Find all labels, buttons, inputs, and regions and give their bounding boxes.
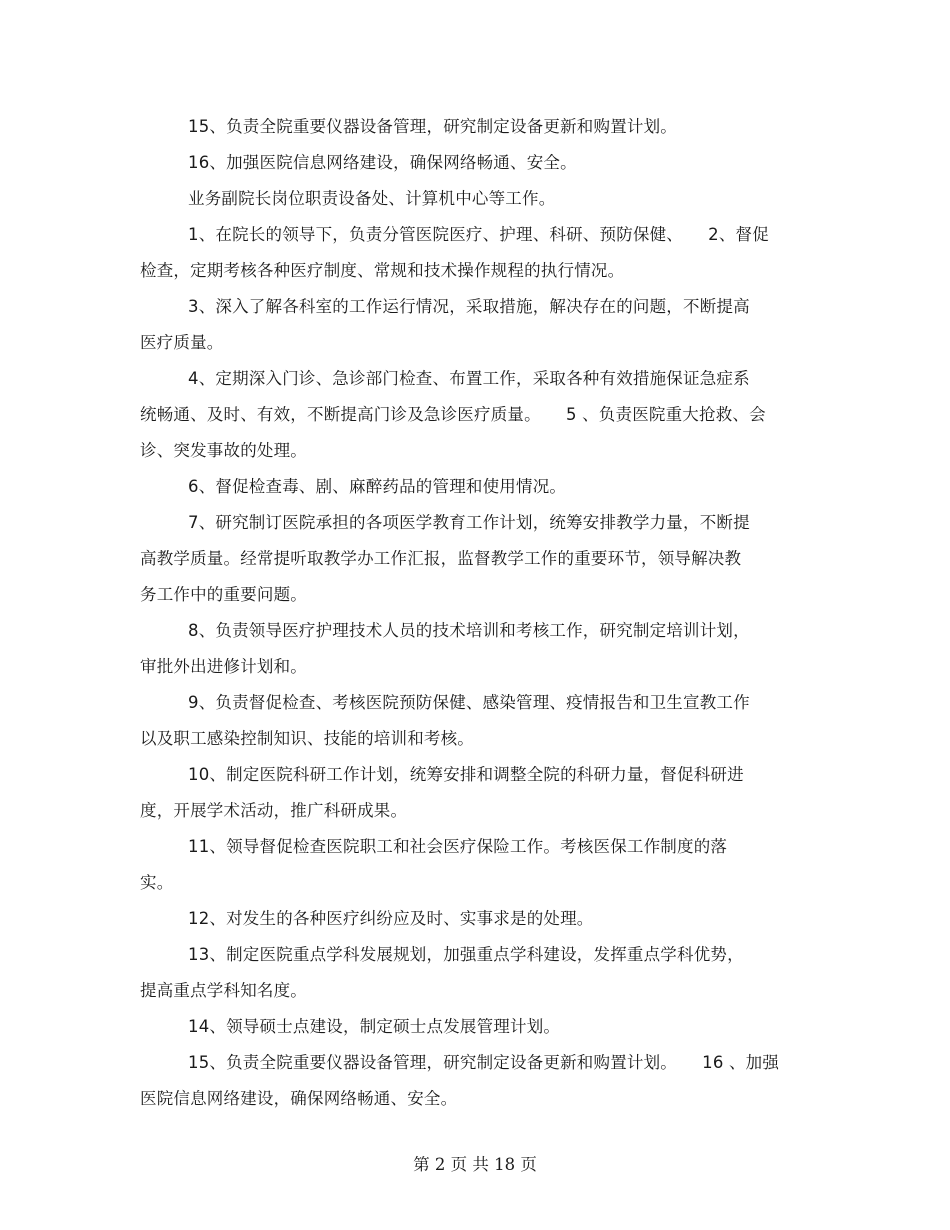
text-line: 检查，定期考核各种医疗制度、常规和技术操作规程的执行情况。 [140, 261, 625, 280]
text-line: 医疗质量。 [140, 333, 224, 352]
text-line: 度，开展学术活动，推广科研成果。 [140, 801, 408, 820]
text-line: 14、领导硕士点建设，制定硕士点发展管理计划。 [188, 1017, 561, 1036]
text-line: 医院信息网络建设，确保网络畅通、安全。 [140, 1089, 458, 1108]
text-line: 12、对发生的各种医疗纠纷应及时、实事求是的处理。 [188, 909, 594, 928]
text-line: 7、研究制订医院承担的各项医学教育工作计划，统筹安排教学力量，不断提 [188, 513, 750, 532]
text-line: 15、负责全院重要仪器设备管理，研究制定设备更新和购置计划。 16 、加强 [188, 1053, 780, 1072]
text-line: 13、制定医院重点学科发展规划，加强重点学科建设，发挥重点学科优势， [188, 945, 744, 964]
text-line: 提高重点学科知名度。 [140, 981, 307, 1000]
text-line: 审批外出进修计划和。 [140, 657, 307, 676]
text-line: 统畅通、及时、有效，不断提高门诊及急诊医疗质量。 5 、负责医院重大抢救、会 [140, 405, 766, 424]
text-line: 3、深入了解各科室的工作运行情况，采取措施，解决存在的问题，不断提高 [188, 297, 750, 316]
text-line: 4、定期深入门诊、急诊部门检查、布置工作，采取各种有效措施保证急症系 [188, 369, 750, 388]
text-line: 11、领导督促检查医院职工和社会医疗保险工作。考核医保工作制度的落 [188, 837, 728, 856]
page-number-footer: 第 2 页 共 18 页 [413, 1155, 537, 1174]
text-line: 16、加强医院信息网络建设，确保网络畅通、安全。 [188, 153, 577, 172]
text-line: 1、在院长的领导下，负责分管医院医疗、护理、科研、预防保健、 2、督促 [188, 225, 769, 244]
text-line: 9、负责督促检查、考核医院预防保健、感染管理、疫情报告和卫生宣教工作 [188, 693, 750, 712]
text-line: 实。 [140, 873, 174, 892]
text-line: 10、制定医院科研工作计划，统筹安排和调整全院的科研力量，督促科研进 [188, 765, 744, 784]
text-line: 以及职工感染控制知识、技能的培训和考核。 [140, 729, 474, 748]
text-line: 15、负责全院重要仪器设备管理，研究制定设备更新和购置计划。 [188, 117, 677, 136]
text-line: 8、负责领导医疗护理技术人员的技术培训和考核工作，研究制定培训计划， [188, 621, 750, 640]
text-line: 诊、突发事故的处理。 [140, 441, 307, 460]
text-line: 高教学质量。经常提听取教学办工作汇报，监督教学工作的重要环节，领导解决教 [140, 549, 742, 568]
text-line: 6、督促检查毒、剧、麻醉药品的管理和使用情况。 [188, 477, 567, 496]
text-line: 业务副院长岗位职责设备处、计算机中心等工作。 [188, 189, 556, 208]
text-line: 务工作中的重要问题。 [140, 585, 307, 604]
